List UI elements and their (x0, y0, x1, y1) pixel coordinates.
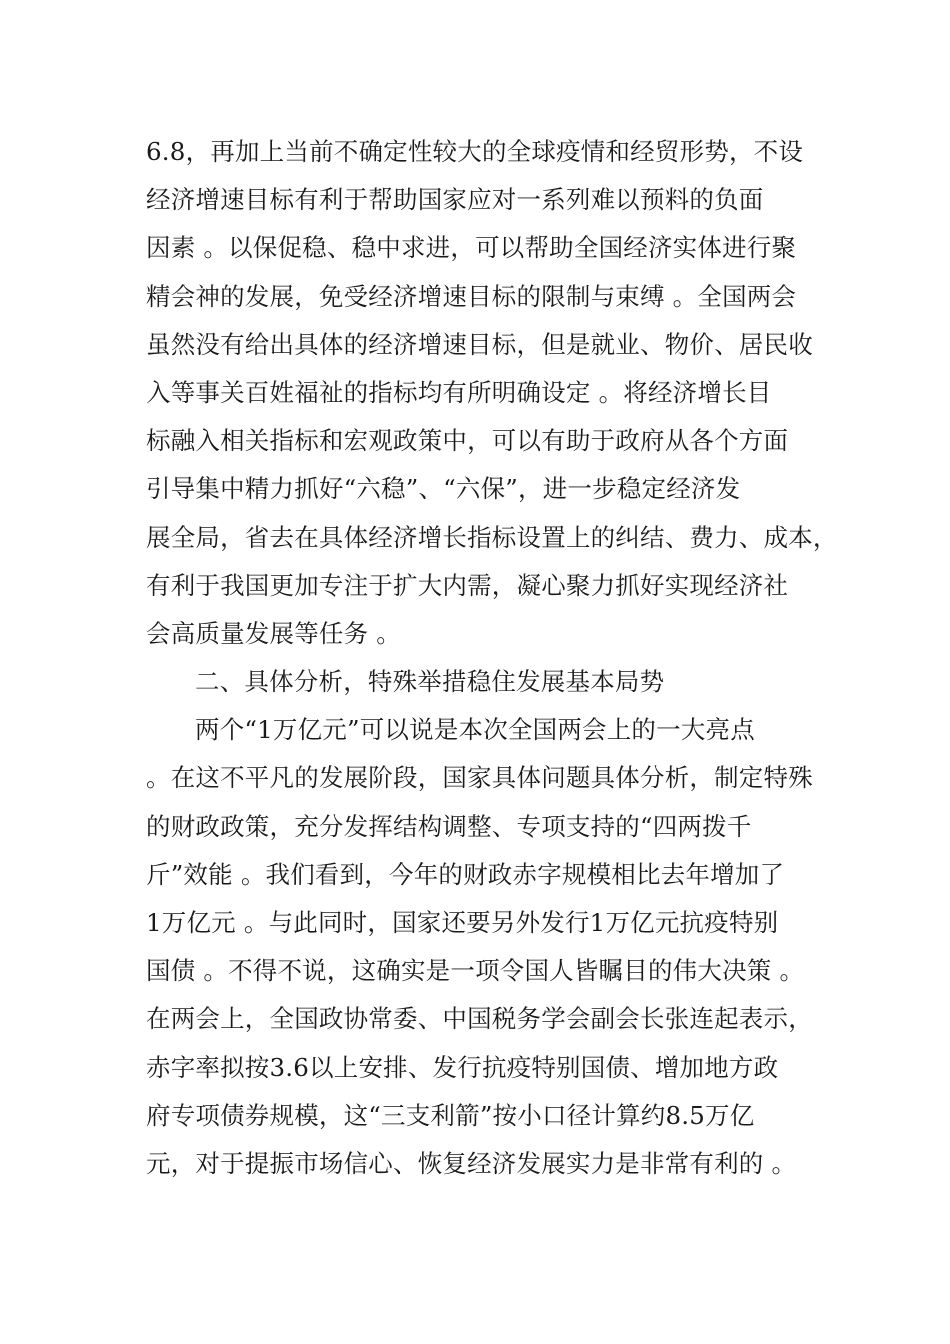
text-line: 赤字率拟按3.6以上安排、发行抗疫特别国债、增加地方政 (146, 1052, 779, 1082)
text-line: 的财政政策，充分发挥结构调整、专项支持的“四两拨千 (146, 811, 752, 841)
document-body (146, 128, 838, 1188)
text-line: 经济增速目标有利于帮助国家应对一系列难以预料的负面 (146, 185, 764, 215)
text-line: 入等事关百姓福祉的指标均有所明确设定 。将经济增长目 (146, 377, 772, 407)
text-line: 标融入相关指标和宏观政策中，可以有助于政府从各个方面 (146, 426, 789, 456)
text-line: 。在这不平凡的发展阶段，国家具体问题具体分析，制定特殊 (146, 763, 813, 793)
text-line: 元，对于提振市场信心、恢复经济发展实力是非常有利的 。 (146, 1148, 797, 1178)
text-line: 6.8，再加上当前不确定性较大的全球疫情和经贸形势，不设 (146, 137, 804, 166)
text-line: 府专项债券规模，这“三支利箭”按小口径计算约8.5万亿 (146, 1100, 755, 1130)
text-line: 有利于我国更加专注于扩大内需，凝心聚力抓好实现经济社 (146, 570, 789, 600)
text-line: 因素 。以保促稳、稳中求进，可以帮助全国经济实体进行聚 (146, 233, 797, 263)
text-line: 斤”效能 。我们看到，今年的财政赤字规模相比去年增加了 (146, 859, 785, 889)
text-line: 在两会上，全国政协常委、中国税务学会副会长张连起表示， (146, 1004, 813, 1034)
section-heading: 二、具体分析，特殊举措稳住发展基本局势 (195, 667, 665, 697)
text-line: 会高质量发展等任务 。 (146, 618, 401, 648)
text-line: 虽然没有给出具体的经济增速目标，但是就业、物价、居民收 (146, 329, 813, 359)
text-line: 国债 。不得不说，这确实是一项令国人皆瞩目的伟大决策 。 (146, 956, 805, 986)
text-line: 引导集中精力抓好“六稳”、“六保”，进一步稳定经济发 (146, 474, 741, 504)
text-line: 精会神的发展，免受经济增速目标的限制与束缚 。全国两会 (146, 281, 797, 311)
text-line: 1万亿元 。与此同时，国家还要另外发行1万亿元抗疫特别 (146, 908, 779, 937)
paragraph-first-line: 两个“1万亿元”可以说是本次全国两会上的一大亮点 (195, 715, 755, 745)
text-line: 展全局，省去在具体经济增长指标设置上的纠结、费力、成本， (146, 522, 838, 552)
